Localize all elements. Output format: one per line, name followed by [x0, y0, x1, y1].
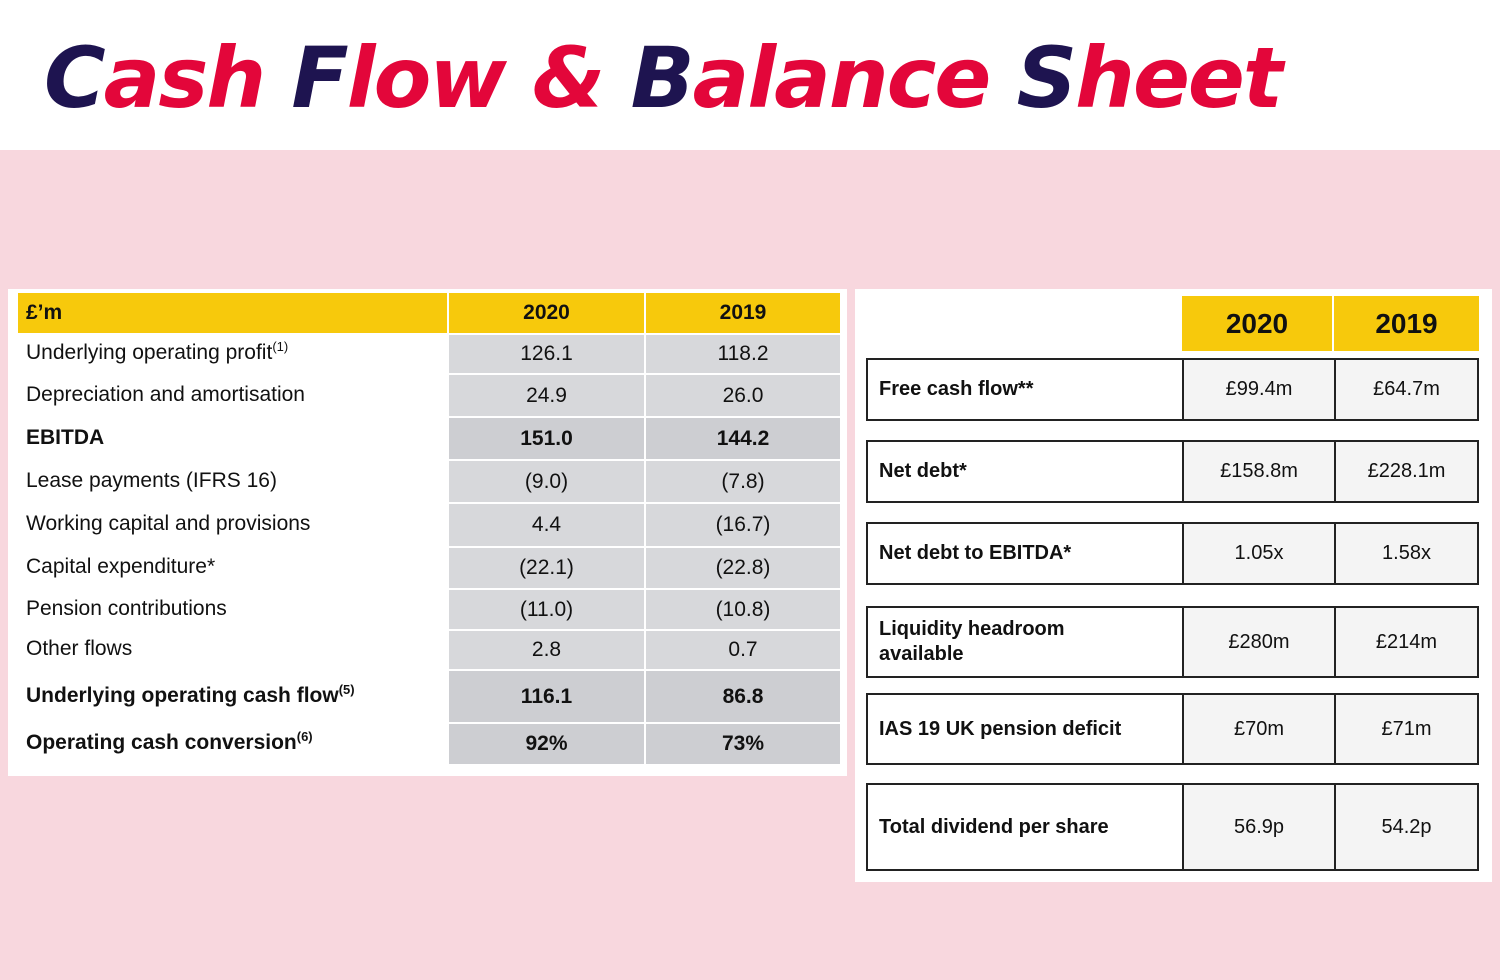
balance-sheet-panel: [855, 289, 1492, 882]
row-label-text: Capital expenditure*: [26, 555, 216, 578]
value-2020: (22.1): [449, 546, 646, 588]
metric-value-2019: £228.1m: [1334, 442, 1477, 501]
metric-label: Total dividend per share: [879, 815, 1109, 838]
value-2020: 24.9: [449, 373, 646, 416]
row-label: [18, 669, 449, 722]
row-label-text: Underlying operating profit: [26, 341, 273, 364]
row-label: [18, 502, 449, 546]
metric-value-2019: 54.2p: [1334, 785, 1477, 869]
metric-value-2019: £71m: [1334, 695, 1477, 763]
header-unit: £’m: [18, 293, 449, 333]
table-row: [18, 629, 842, 669]
row-label-text: Other flows: [26, 637, 133, 660]
metric-label: Liquidity headroom available: [879, 618, 1065, 665]
footnote-ref: (5): [338, 681, 355, 697]
row-label-text: Lease payments (IFRS 16): [26, 468, 277, 492]
slide-header: [0, 0, 1500, 150]
value-2020: (9.0): [449, 459, 646, 502]
row-label-text: Underlying operating cash flow: [26, 683, 339, 707]
value-2019: 26.0: [646, 373, 842, 416]
header-2019: 2019: [646, 293, 842, 333]
metric-value-2019: £214m: [1334, 608, 1477, 676]
metric-value-2020: £280m: [1182, 608, 1334, 676]
cash-flow-table: [18, 293, 842, 764]
metric-value-2020: £158.8m: [1182, 442, 1334, 501]
metric-label: Free cash flow**: [879, 378, 1034, 400]
cash-flow-header-row: [18, 293, 842, 333]
value-2020: 116.1: [449, 669, 646, 722]
header-2020: 2020: [449, 293, 646, 333]
value-2020: 126.1: [449, 333, 646, 373]
value-2019: (22.8): [646, 546, 842, 588]
table-row: [18, 546, 842, 588]
metric-value-2020: 1.05x: [1182, 524, 1334, 583]
row-label-text: Depreciation and amortisation: [26, 382, 305, 406]
metric-label: Net debt*: [879, 460, 967, 482]
table-row: [18, 333, 842, 373]
value-2020: 151.0: [449, 416, 646, 459]
table-row: [18, 416, 842, 459]
row-label-text: Pension contributions: [26, 596, 227, 620]
cash-flow-panel: [8, 289, 847, 776]
row-label: [18, 629, 449, 669]
metric-row: [866, 693, 1479, 765]
metric-label: IAS 19 UK pension deficit: [879, 717, 1122, 740]
footnote-ref: (6): [296, 729, 313, 744]
metric-value-2020: 56.9p: [1182, 785, 1334, 869]
metric-label: Net debt to EBITDA*: [879, 542, 1072, 564]
row-label: [18, 416, 449, 459]
value-2019: 73%: [646, 722, 842, 764]
metric-row: [866, 440, 1479, 503]
row-label-text: Working capital and provisions: [26, 512, 311, 535]
row-label: [18, 459, 449, 502]
table-row: [18, 588, 842, 629]
value-2019: 118.2: [646, 333, 842, 373]
metric-row: [866, 522, 1479, 585]
metric-value-2019: £64.7m: [1334, 360, 1477, 419]
value-2019: (7.8): [646, 459, 842, 502]
value-2019: (16.7): [646, 502, 842, 546]
table-row: [18, 373, 842, 416]
row-label-text: Operating cash conversion: [26, 731, 297, 754]
value-2020: (11.0): [449, 588, 646, 629]
row-label: [18, 333, 449, 373]
row-label: [18, 546, 449, 588]
value-2019: 0.7: [646, 629, 842, 669]
table-row: [18, 459, 842, 502]
metric-value-2020: £70m: [1182, 695, 1334, 763]
table-row: [18, 722, 842, 764]
metric-row: [866, 358, 1479, 421]
metric-row: [866, 606, 1479, 678]
bs-header-2020: 2020: [1182, 296, 1332, 351]
metric-value-2019: 1.58x: [1334, 524, 1477, 583]
value-2020: 92%: [449, 722, 646, 764]
metric-value-2020: £99.4m: [1182, 360, 1334, 419]
row-label: [18, 588, 449, 629]
value-2019: 86.8: [646, 669, 842, 722]
page-title: Cash Flow & Balance Sheet: [44, 29, 1282, 127]
table-row: [18, 669, 842, 722]
value-2019: 144.2: [646, 416, 842, 459]
bs-header-2019: 2019: [1334, 296, 1479, 351]
value-2019: (10.8): [646, 588, 842, 629]
table-row: [18, 502, 842, 546]
metric-row: [866, 783, 1479, 871]
row-label: [18, 722, 449, 764]
row-label: [18, 373, 449, 416]
value-2020: 2.8: [449, 629, 646, 669]
row-label-text: EBITDA: [26, 425, 105, 449]
footnote-ref: (1): [272, 339, 289, 354]
value-2020: 4.4: [449, 502, 646, 546]
